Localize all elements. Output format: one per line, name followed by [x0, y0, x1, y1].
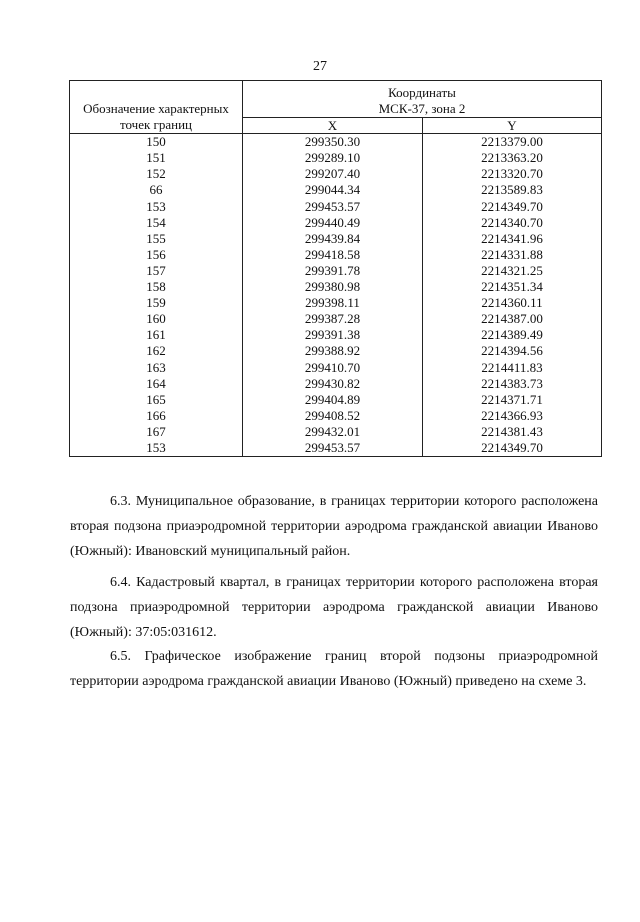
table-row — [70, 166, 602, 182]
table-row — [70, 263, 602, 279]
cell-point: 163 — [70, 360, 243, 376]
table-row — [70, 327, 602, 343]
cell-y: 2214349.70 — [423, 199, 602, 215]
cell-x: 299391.78 — [243, 263, 423, 279]
table-row — [70, 150, 602, 166]
cell-x: 299453.57 — [243, 440, 423, 457]
cell-y: 2214360.11 — [423, 295, 602, 311]
cell-x: 299388.92 — [243, 343, 423, 359]
table-row — [70, 440, 602, 457]
cell-x: 299432.01 — [243, 424, 423, 440]
cell-x: 299453.57 — [243, 199, 423, 215]
paragraph-6-3: 6.3. Муниципальное образование, в границах территории которого расположена вторая подзона приаэродромной территории аэродрома гражданской авиации Иваново (Южный): Ивановский муниципальный район. — [70, 494, 598, 559]
cell-y: 2214387.00 — [423, 311, 602, 327]
cell-point: 154 — [70, 215, 243, 231]
cell-point: 157 — [70, 263, 243, 279]
cell-y: 2214341.96 — [423, 231, 602, 247]
cell-y: 2213363.20 — [423, 150, 602, 166]
table-row — [70, 295, 602, 311]
cell-y: 2214366.93 — [423, 408, 602, 424]
table-body — [70, 134, 602, 457]
cell-y: 2214331.88 — [423, 247, 602, 263]
cell-y: 2214340.70 — [423, 215, 602, 231]
paragraph-6-4: 6.4. Кадастровый квартал, в границах территории которого расположена вторая подзона приаэродромной территории аэродрома гражданской авиации Иваново (Южный): 37:05:031612. — [70, 575, 598, 640]
cell-point: 160 — [70, 311, 243, 327]
cell-y: 2214383.73 — [423, 376, 602, 392]
cell-x: 299387.28 — [243, 311, 423, 327]
table-row — [70, 247, 602, 263]
cell-point: 161 — [70, 327, 243, 343]
table-row — [70, 376, 602, 392]
header-x: X — [243, 118, 423, 134]
header-coordinates — [243, 81, 602, 118]
table-row — [70, 199, 602, 215]
cell-x: 299289.10 — [243, 150, 423, 166]
cell-x: 299408.52 — [243, 408, 423, 424]
cell-y: 2214351.34 — [423, 279, 602, 295]
cell-y: 2214394.56 — [423, 343, 602, 359]
cell-point: 151 — [70, 150, 243, 166]
cell-y: 2213589.83 — [423, 182, 602, 198]
table-row — [70, 424, 602, 440]
cell-y: 2214321.25 — [423, 263, 602, 279]
page-number: 27 — [313, 59, 327, 74]
cell-point: 152 — [70, 166, 243, 182]
table-row — [70, 182, 602, 198]
cell-x: 299380.98 — [243, 279, 423, 295]
coordinates-table — [69, 80, 602, 457]
cell-y: 2214389.49 — [423, 327, 602, 343]
cell-y: 2213320.70 — [423, 166, 602, 182]
cell-point: 66 — [70, 182, 243, 198]
cell-point: 153 — [70, 440, 243, 457]
paragraph-6-5: 6.5. Графическое изображение границ второй подзоны приаэродромной территории аэродрома гражданской авиации Иваново (Южный) приведено на схеме 3. — [70, 649, 598, 689]
cell-point: 165 — [70, 392, 243, 408]
cell-x: 299404.89 — [243, 392, 423, 408]
cell-y: 2214381.43 — [423, 424, 602, 440]
cell-point: 164 — [70, 376, 243, 392]
cell-point: 159 — [70, 295, 243, 311]
cell-x: 299207.40 — [243, 166, 423, 182]
cell-x: 299410.70 — [243, 360, 423, 376]
cell-x: 299430.82 — [243, 376, 423, 392]
cell-x: 299391.38 — [243, 327, 423, 343]
header-coordinates-title: Координаты — [388, 85, 456, 100]
table-row — [70, 215, 602, 231]
table-row — [70, 279, 602, 295]
cell-y: 2213379.00 — [423, 134, 602, 151]
table-row — [70, 360, 602, 376]
cell-point: 153 — [70, 199, 243, 215]
table-row — [70, 231, 602, 247]
cell-x: 299440.49 — [243, 215, 423, 231]
cell-y: 2214411.83 — [423, 360, 602, 376]
cell-point: 150 — [70, 134, 243, 151]
cell-x: 299350.30 — [243, 134, 423, 151]
header-y: Y — [423, 118, 602, 134]
cell-point: 156 — [70, 247, 243, 263]
cell-point: 166 — [70, 408, 243, 424]
table-row — [70, 134, 602, 151]
cell-point: 167 — [70, 424, 243, 440]
header-point-designation: Обозначение характерных точек границ — [70, 81, 243, 134]
cell-x: 299439.84 — [243, 231, 423, 247]
table-row — [70, 311, 602, 327]
header-coordinate-system: МСК-37, зона 2 — [378, 100, 466, 116]
cell-x: 299044.34 — [243, 182, 423, 198]
table-row — [70, 343, 602, 359]
table-row — [70, 392, 602, 408]
cell-point: 158 — [70, 279, 243, 295]
cell-point: 155 — [70, 231, 243, 247]
cell-x: 299398.11 — [243, 295, 423, 311]
cell-y: 2214371.71 — [423, 392, 602, 408]
cell-point: 162 — [70, 343, 243, 359]
table-row — [70, 408, 602, 424]
cell-y: 2214349.70 — [423, 440, 602, 457]
cell-x: 299418.58 — [243, 247, 423, 263]
